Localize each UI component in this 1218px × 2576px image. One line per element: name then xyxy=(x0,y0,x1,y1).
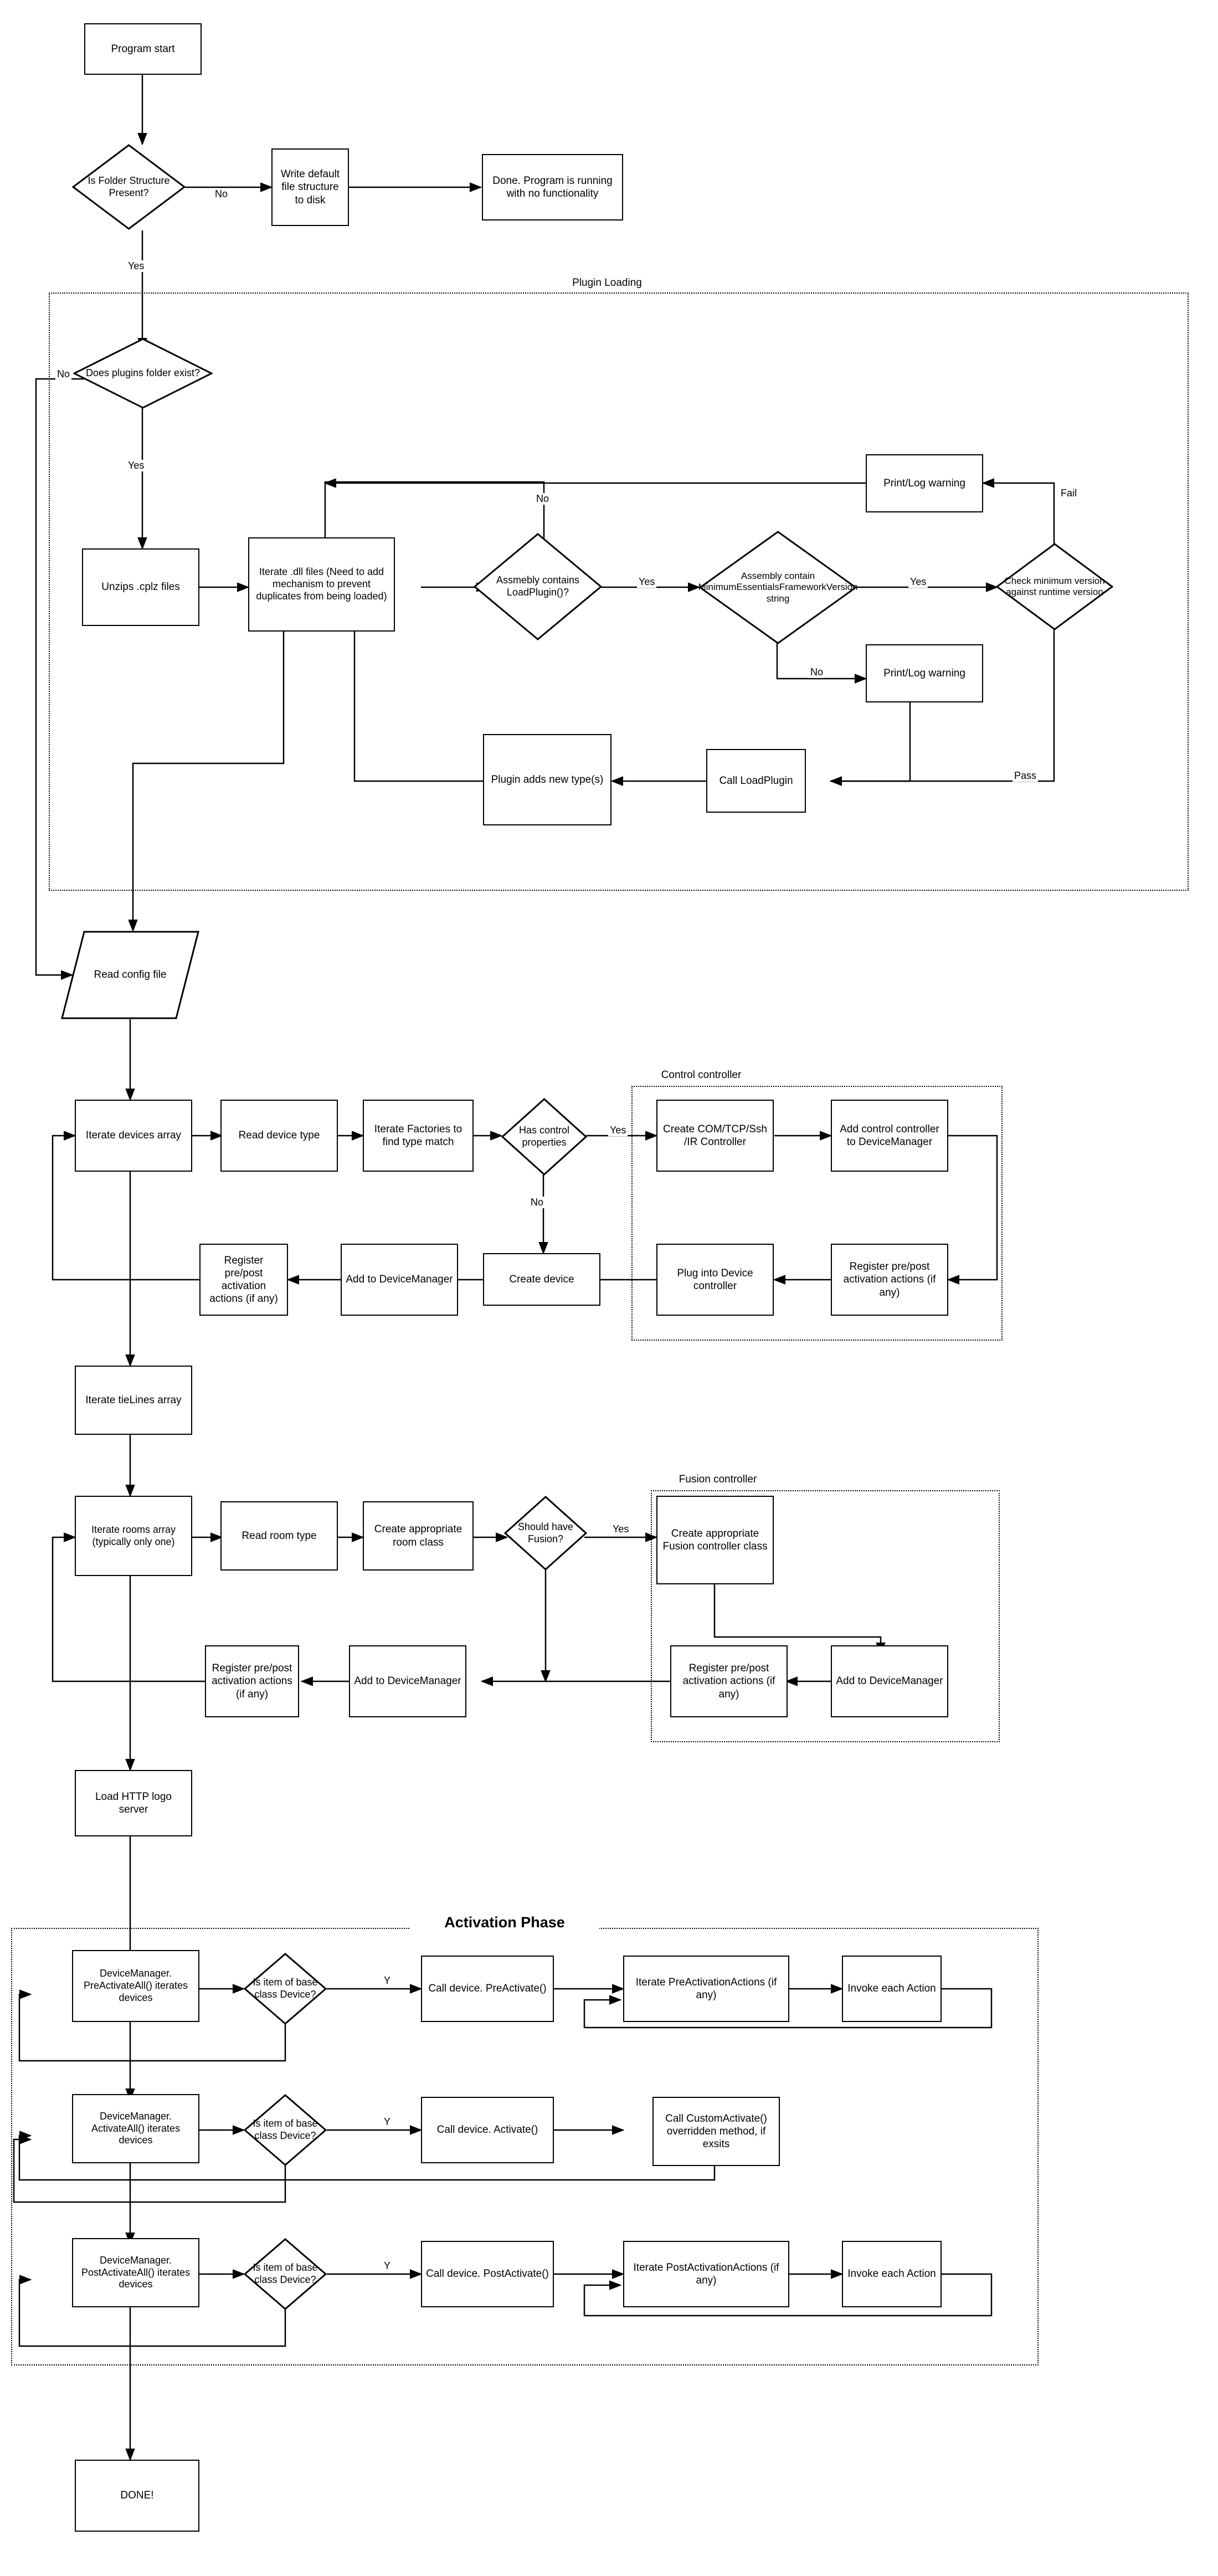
node-add-to-devicemanager-room[interactable]: Add to DeviceManager xyxy=(349,1645,466,1717)
node-add-to-devicemanager-fusion[interactable]: Add to DeviceManager xyxy=(831,1645,948,1717)
edge-label-fusion-yes: Yes xyxy=(611,1523,630,1535)
node-create-appropriate-room-class[interactable]: Create appropriate room class xyxy=(363,1501,474,1571)
node-has-control-properties[interactable] xyxy=(501,1098,587,1176)
node-read-room-type[interactable]: Read room type xyxy=(220,1501,338,1571)
node-register-pre-post-device-control[interactable]: Register pre/post activation actions (if any) xyxy=(831,1244,948,1316)
node-iterate-factories[interactable]: Iterate Factories to find type match xyxy=(363,1100,474,1172)
node-iterate-devices-array[interactable]: Iterate devices array xyxy=(75,1100,192,1172)
group-activation-phase-label: Activation Phase xyxy=(410,1914,599,1931)
node-create-device[interactable]: Create device xyxy=(483,1253,600,1306)
node-is-item-base-class-device-1[interactable] xyxy=(244,1953,327,2025)
node-assembly-contains-minimum-essentials-label: Assembly contain MinimumEssentialsFrameworkVersion string xyxy=(698,570,858,604)
edge-label-plugins-no: No xyxy=(55,368,71,380)
edge-label-minessentials-no: No xyxy=(809,666,825,678)
node-done[interactable]: DONE! xyxy=(75,2460,199,2532)
node-check-minimum-version[interactable] xyxy=(996,543,1113,630)
node-print-log-warning-mid[interactable]: Print/Log warning xyxy=(866,644,983,702)
node-should-have-fusion[interactable] xyxy=(504,1496,587,1571)
node-does-plugins-folder-exist-label: Does plugins folder exist? xyxy=(85,367,201,379)
node-iterate-dll-files[interactable]: Iterate .dll files (Need to add mechanism to prevent duplicates from being loaded) xyxy=(248,537,395,632)
node-add-to-devicemanager-device[interactable]: Add to DeviceManager xyxy=(341,1244,458,1316)
edge-label-loadplugin-no: No xyxy=(535,493,551,505)
edge-label-activation-y-1: Y xyxy=(382,1975,392,1987)
node-devicemanager-postactivateall[interactable]: DeviceManager. PostActivateAll() iterates devices xyxy=(72,2238,199,2307)
node-call-loadplugin[interactable]: Call LoadPlugin xyxy=(706,749,806,813)
node-check-minimum-version-label: Check minimum version against runtime version xyxy=(1004,575,1105,597)
node-does-plugins-folder-exist[interactable] xyxy=(73,338,213,409)
node-unzip-cplz-files[interactable]: Unzips .cplz files xyxy=(82,548,199,626)
node-call-device-postactivate[interactable]: Call device. PostActivate() xyxy=(421,2241,554,2307)
node-call-customactivate[interactable]: Call CustomActivate() overridden method, if exsits xyxy=(652,2097,780,2166)
node-program-start[interactable]: Program start xyxy=(84,23,202,75)
node-assembly-contains-loadplugin-label: Assmebly contains LoadPlugin()? xyxy=(496,574,580,598)
node-devicemanager-preactivateall[interactable]: DeviceManager. PreActivateAll() iterates devices xyxy=(72,1950,199,2022)
edge-label-version-pass: Pass xyxy=(1013,770,1038,782)
group-fusion-controller-label: Fusion controller xyxy=(654,1474,782,1486)
node-is-folder-structure-present[interactable] xyxy=(72,144,186,230)
node-has-control-properties-label: Has control properties xyxy=(518,1125,570,1148)
node-read-config-file[interactable] xyxy=(61,931,199,1019)
edge-label-loadplugin-yes: Yes xyxy=(637,576,656,588)
node-done-no-functionality[interactable]: Done. Program is running with no functionality xyxy=(482,154,623,220)
node-iterate-postactivationactions[interactable]: Iterate PostActivationActions (if any) xyxy=(623,2241,789,2307)
edge-label-activation-y-3: Y xyxy=(382,2260,392,2272)
node-iterate-rooms-array[interactable]: Iterate rooms array (typically only one) xyxy=(75,1496,192,1576)
node-is-item-base-class-device-2[interactable] xyxy=(244,2094,327,2166)
node-create-appropriate-fusion-controller-class[interactable]: Create appropriate Fusion controller class xyxy=(656,1496,774,1584)
node-call-device-activate[interactable]: Call device. Activate() xyxy=(421,2097,554,2163)
node-add-control-controller-to-devicemanager[interactable]: Add control controller to DeviceManager xyxy=(831,1100,948,1172)
edge-label-folder-no: No xyxy=(213,188,229,200)
node-should-have-fusion-label: Should have Fusion? xyxy=(517,1521,574,1544)
node-plugin-adds-new-types[interactable]: Plugin adds new type(s) xyxy=(483,734,611,825)
node-register-pre-post-device[interactable]: Register pre/post activation actions (if any) xyxy=(199,1244,288,1316)
node-read-device-type[interactable]: Read device type xyxy=(220,1100,338,1172)
node-call-device-preactivate[interactable]: Call device. PreActivate() xyxy=(421,1956,554,2022)
node-is-folder-structure-present-label: Is Folder Structure Present? xyxy=(88,175,170,198)
node-assembly-contains-loadplugin[interactable] xyxy=(474,533,602,640)
edge-label-activation-y-2: Y xyxy=(382,2116,392,2128)
node-assembly-contains-minimum-essentials[interactable] xyxy=(699,531,857,644)
node-iterate-preactivationactions[interactable]: Iterate PreActivationActions (if any) xyxy=(623,1956,789,2022)
edge-label-minessentials-yes: Yes xyxy=(908,576,928,588)
node-plug-into-device-controller[interactable]: Plug into Device controller xyxy=(656,1244,774,1316)
node-write-default-file-structure[interactable]: Write default file structure to disk xyxy=(271,148,349,226)
node-invoke-each-action-3[interactable]: Invoke each Action xyxy=(842,2241,942,2307)
node-is-item-base-class-device-3[interactable] xyxy=(244,2238,327,2310)
group-control-controller-label: Control controller xyxy=(634,1069,768,1081)
node-invoke-each-action-1[interactable]: Invoke each Action xyxy=(842,1956,942,2022)
edge-label-control-yes: Yes xyxy=(608,1125,628,1136)
node-iterate-tielines-array[interactable]: Iterate tieLines array xyxy=(75,1366,192,1435)
edge-label-version-fail: Fail xyxy=(1059,488,1078,499)
node-is-item-base-class-device-1-label: Is item of base class Device? xyxy=(253,1977,318,2000)
edge-label-folder-yes: Yes xyxy=(126,260,146,272)
node-is-item-base-class-device-3-label: Is item of base class Device? xyxy=(253,2262,318,2285)
node-register-pre-post-room[interactable]: Register pre/post activation actions (if any) xyxy=(205,1645,299,1717)
node-load-http-logo-server[interactable]: Load HTTP logo server xyxy=(75,1770,192,1836)
node-devicemanager-activateall[interactable]: DeviceManager. ActivateAll() iterates devices xyxy=(72,2094,199,2163)
node-print-log-warning-top[interactable]: Print/Log warning xyxy=(866,454,983,512)
group-plugin-loading-label: Plugin Loading xyxy=(554,277,660,289)
node-create-com-tcp-ssh-ir-controller[interactable]: Create COM/TCP/Ssh /IR Controller xyxy=(656,1100,774,1172)
edge-label-plugins-yes: Yes xyxy=(126,460,146,471)
node-read-config-file-label: Read config file xyxy=(94,969,167,981)
edge-label-control-no: No xyxy=(529,1197,545,1208)
node-is-item-base-class-device-2-label: Is item of base class Device? xyxy=(253,2118,318,2141)
node-register-pre-post-fusion[interactable]: Register pre/post activation actions (if any) xyxy=(670,1645,788,1717)
